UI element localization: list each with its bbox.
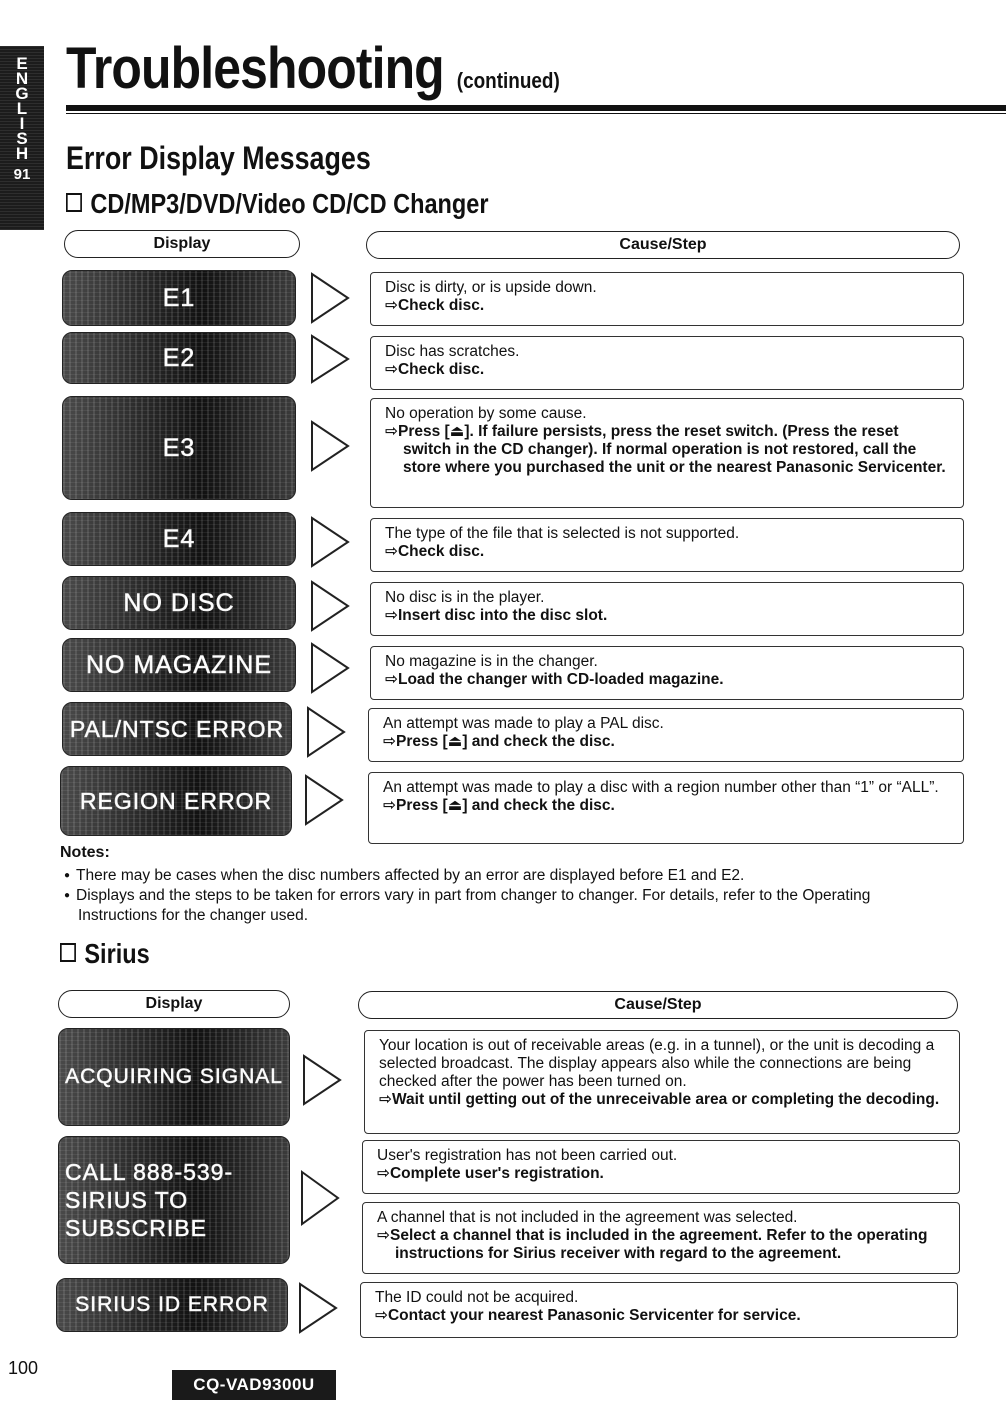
display-lcd-no-magazine: NO MAGAZINE [62, 638, 296, 692]
display-lcd-acquiring-signal: ACQUIRING SIGNAL [58, 1028, 290, 1126]
display-lcd-e4: E4 [62, 512, 296, 566]
step-text: ⇨Press [⏏]. If failure persists, press the reset switch. (Press the reset switch in the CD changer). If normal operation is not restored, call the store where you purchased the unit or the nearest Panasonic Servicenter. [385, 423, 946, 476]
lcd-line: SUBSCRIBE [65, 1215, 207, 1241]
sirius-heading-text: Sirius [84, 938, 150, 969]
cause-box-sirius-id-error [360, 1282, 958, 1338]
cause-text: Your location is out of receivable areas (e.g. in a tunnel), or the unit is decoding a selected broadcast. The display appears also while the connections are being checked after the power has been turned on. [379, 1037, 935, 1090]
arrow-right-icon [304, 774, 344, 826]
arrow-right-icon [310, 420, 350, 472]
sirius-cause-column-header: Cause/Step [358, 991, 958, 1019]
cause-text: The type of the file that is selected is not supported. [385, 525, 740, 542]
cause-text: No operation by some cause. [385, 405, 587, 422]
display-lcd-pal-ntsc-error: PAL/NTSC ERROR [62, 702, 292, 756]
cause-box-channel-agreement [362, 1202, 960, 1274]
step-text: ⇨Press [⏏] and check the disc. [383, 733, 615, 750]
display-lcd-e2: E2 [62, 332, 296, 384]
arrow-right-icon [302, 1054, 342, 1106]
notes-list [60, 866, 940, 926]
page-number: 100 [8, 1358, 39, 1378]
section-title: Error Display Messages [66, 140, 371, 176]
cause-text: No disc is in the player. [385, 589, 545, 606]
notes-heading: Notes: [60, 844, 110, 861]
cause-box-e2 [370, 336, 964, 390]
cause-text: A channel that is not included in the agreement was selected. [377, 1209, 798, 1226]
cause-text: User's registration has not been carried out. [377, 1147, 678, 1164]
side-tab-letter: G [15, 84, 29, 103]
note-item: ● Displays and the steps to be taken for errors vary in part from changer to changer. For details, refer to the Operating Instructions for the changer used. [60, 886, 940, 926]
note-item: ● There may be cases when the disc numbers affected by an error are displayed before E1 and E2. [60, 866, 940, 886]
step-text: ⇨Wait until getting out of the unreceivable area or completing the decoding. [379, 1091, 940, 1108]
checkbox-square-icon [60, 943, 76, 962]
side-tab-letter: N [15, 69, 29, 88]
arrow-right-icon [306, 706, 346, 758]
side-tab-letter: I [19, 114, 25, 133]
step-text: ⇨Load the changer with CD-loaded magazine. [385, 671, 724, 688]
cause-text: Disc has scratches. [385, 343, 520, 360]
display-lcd-e3: E3 [62, 396, 296, 500]
cause-box-registration [362, 1140, 960, 1194]
display-lcd-sirius-id-error: SIRIUS ID ERROR [56, 1278, 288, 1332]
side-tab-letter: E [16, 54, 28, 73]
arrow-right-icon [310, 642, 350, 694]
cause-box-e3 [370, 398, 964, 508]
arrow-right-icon [300, 1170, 340, 1226]
step-text: ⇨Contact your nearest Panasonic Servicenter for service. [375, 1307, 801, 1324]
arrow-right-icon [310, 334, 350, 384]
cause-text: No magazine is in the changer. [385, 653, 598, 670]
step-text: ⇨Complete user's registration. [377, 1165, 604, 1182]
side-tab-letter: L [16, 99, 28, 118]
cause-box-e1 [370, 272, 964, 326]
cause-text: Disc is dirty, or is upside down. [385, 279, 597, 296]
title-divider-thin [66, 113, 1006, 114]
cd-heading [66, 188, 489, 220]
cause-box-no-magazine [370, 646, 964, 700]
arrow-right-icon [310, 516, 350, 568]
cause-box-pal-ntsc-error [368, 708, 964, 762]
cause-box-acquiring-signal [364, 1030, 960, 1134]
side-tab-page: 91 [13, 166, 31, 183]
cd-heading-text: CD/MP3/DVD/Video CD/CD Changer [90, 188, 489, 219]
sirius-display-column-header: Display [58, 990, 290, 1018]
cause-text: An attempt was made to play a PAL disc. [383, 715, 664, 732]
step-text: ⇨Check disc. [385, 543, 485, 560]
display-lcd-call-sirius-to-subscribe [58, 1136, 290, 1264]
display-lcd-region-error: REGION ERROR [60, 766, 292, 836]
page-title-text: Troubleshooting [66, 36, 444, 101]
model-badge: CQ-VAD9300U [172, 1370, 336, 1400]
step-text: ⇨Check disc. [385, 297, 485, 314]
sirius-heading [60, 938, 150, 970]
cause-text: The ID could not be acquired. [375, 1289, 579, 1306]
display-lcd-no-disc: NO DISC [62, 576, 296, 630]
step-text: ⇨Select a channel that is included in the agreement. Refer to the operating instructions for Sirius receiver with regard to the agreement. [377, 1227, 928, 1262]
page-title [66, 34, 560, 116]
cause-column-header: Cause/Step [366, 231, 960, 259]
step-text: ⇨Insert disc into the disc slot. [385, 607, 608, 624]
language-side-tab [0, 46, 44, 230]
page-title-suffix: (continued) [456, 68, 560, 93]
side-tab-letter: S [16, 129, 28, 148]
arrow-right-icon [298, 1282, 338, 1334]
cause-box-no-disc [370, 582, 964, 636]
display-column-header: Display [64, 230, 300, 258]
step-text: ⇨Press [⏏] and check the disc. [383, 797, 615, 814]
cause-box-region-error [368, 772, 964, 844]
side-tab-letter: H [15, 144, 29, 163]
cause-text: An attempt was made to play a disc with a region number other than “1” or “ALL”. [383, 779, 939, 796]
step-text: ⇨Check disc. [385, 361, 485, 378]
arrow-right-icon [310, 580, 350, 632]
lcd-line: CALL 888-539- [65, 1159, 234, 1185]
cause-box-e4 [370, 518, 964, 572]
checkbox-square-icon [66, 193, 82, 212]
lcd-line: SIRIUS TO [65, 1187, 189, 1213]
arrow-right-icon [310, 272, 350, 324]
display-lcd-e1: E1 [62, 270, 296, 326]
title-divider [66, 105, 1006, 111]
